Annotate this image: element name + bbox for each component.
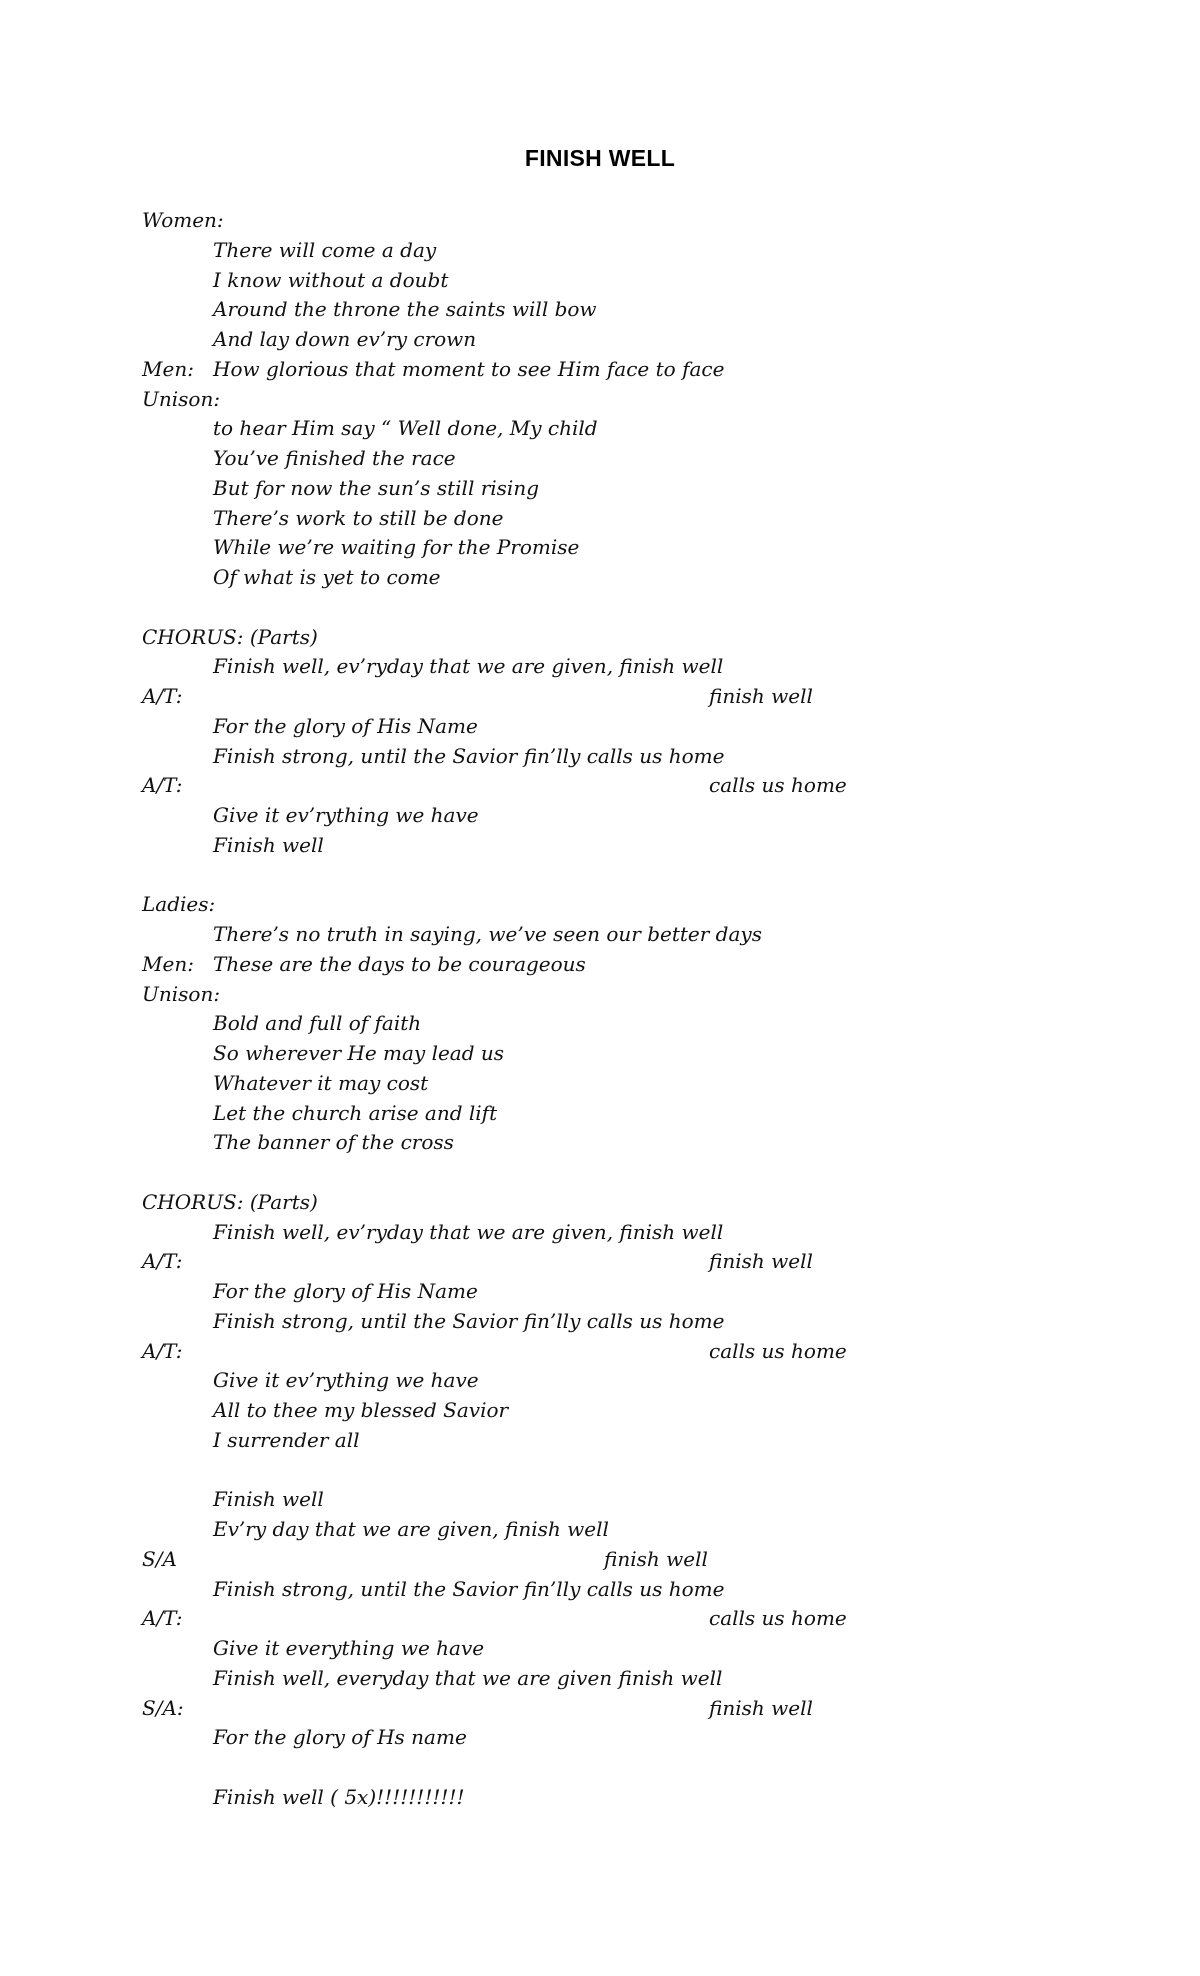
lyric-line [0, 1128, 1200, 1158]
lyric-text: Give it ev’rything we have [213, 1368, 479, 1393]
lyric-text: Let the church arise and lift [213, 1100, 498, 1125]
lyric-line [0, 414, 1200, 444]
lyric-line [0, 831, 1200, 861]
part-label: A/T: [142, 1249, 183, 1274]
lyric-line [0, 920, 1200, 950]
harmony-echo: finish well [709, 1695, 813, 1720]
lyric-text: The banner of the cross [213, 1130, 454, 1155]
lyric-line [0, 444, 1200, 474]
lyric-line [0, 1337, 1200, 1367]
lyric-text: Finish well, everyday that we are given finish well [213, 1665, 723, 1690]
lyric-text: All to thee my blessed Savior [213, 1398, 509, 1422]
lyric-line [0, 980, 1200, 1010]
lyric-line [0, 206, 1200, 236]
lyric-text: But for now the sun’s still rising [213, 475, 539, 500]
lyric-text: These are the days to be courageous [213, 951, 586, 976]
lyric-text: Of what is yet to come [213, 565, 441, 589]
lyric-line [0, 1366, 1200, 1396]
lyric-line [0, 1753, 1200, 1783]
part-label: S/A: [142, 1695, 184, 1720]
lyric-line [0, 593, 1200, 623]
part-label: A/T: [142, 1338, 183, 1363]
lyric-line [0, 1575, 1200, 1605]
part-label: Men: [142, 356, 194, 381]
harmony-echo: finish well [604, 1546, 708, 1571]
part-label: Men: [142, 951, 194, 976]
part-label: Unison: [142, 981, 221, 1006]
harmony-echo: calls us home [709, 1338, 847, 1363]
lyric-line [0, 861, 1200, 891]
lyric-text: And lay down ev’ry crown [213, 327, 477, 351]
song-title: FINISH WELL [524, 145, 676, 171]
lyric-text: Around the throne the saints will bow [213, 297, 597, 322]
lyric-line [0, 533, 1200, 563]
lyric-line [0, 1218, 1200, 1248]
lyric-line [0, 1247, 1200, 1277]
part-label: Unison: [142, 386, 221, 411]
lyric-text: Finish well [213, 1487, 324, 1512]
part-label: A/T: [142, 1606, 183, 1631]
part-label: A/T: [142, 773, 183, 798]
lyric-line [0, 1307, 1200, 1337]
part-label: CHORUS: (Parts) [142, 624, 318, 649]
lyric-line [0, 1426, 1200, 1456]
lyric-text: Finish well [213, 832, 324, 857]
lyric-text: Finish well, ev’ryday that we are given, finish well [213, 654, 724, 679]
lyric-line [0, 1515, 1200, 1545]
lyric-text: For the glory of His Name [213, 1279, 478, 1303]
lyric-line [0, 474, 1200, 504]
lyric-line [0, 1694, 1200, 1724]
lyric-line [0, 1604, 1200, 1634]
lyric-text: There’s no truth in saying, we’ve seen our better days [213, 922, 762, 946]
lyric-text: Give it ev’rything we have [213, 803, 479, 827]
lyric-line [0, 1277, 1200, 1307]
part-label: CHORUS: (Parts) [142, 1189, 318, 1214]
lyric-text: Bold and full of faith [213, 1011, 422, 1036]
lyric-line [0, 1009, 1200, 1039]
lyric-text: to hear Him say “ Well done, My child [213, 416, 598, 441]
lyric-text: There’s work to still be done [213, 505, 504, 530]
lyric-text: I know without a doubt [213, 267, 449, 292]
lyric-line [0, 266, 1200, 296]
lyric-line [0, 1723, 1200, 1753]
lyric-line [0, 1485, 1200, 1515]
lyric-line [0, 1039, 1200, 1069]
lyric-text: Give it everything we have [213, 1636, 485, 1660]
lyric-text: Finish strong, until the Savior fin’lly calls us home [213, 1576, 725, 1601]
lyric-line [0, 742, 1200, 772]
lyric-line [0, 355, 1200, 385]
lyric-line [0, 295, 1200, 325]
lyric-text: For the glory of Hs name [213, 1725, 467, 1750]
harmony-echo: calls us home [709, 773, 847, 798]
lyric-line [0, 1188, 1200, 1218]
harmony-echo: finish well [709, 684, 813, 708]
lyric-line [0, 504, 1200, 534]
lyric-line [0, 1634, 1200, 1664]
lyric-text: You’ve finished the race [213, 446, 456, 470]
lyric-line [0, 623, 1200, 653]
lyric-line [0, 1783, 1200, 1813]
harmony-echo: calls us home [709, 1606, 847, 1631]
lyric-line [0, 1664, 1200, 1694]
harmony-echo: finish well [709, 1249, 813, 1274]
lyric-text: I surrender all [213, 1427, 360, 1452]
lyric-text: Finish strong, until the Savior fin’lly calls us home [213, 1308, 725, 1333]
lyric-text: Ev’ry day that we are given, finish well [213, 1517, 609, 1541]
lyric-text: Finish strong, until the Savior fin’lly calls us home [213, 743, 725, 768]
lyric-line [0, 1545, 1200, 1575]
lyric-line [0, 325, 1200, 355]
lyric-line [0, 563, 1200, 593]
lyric-line [0, 712, 1200, 742]
lyric-line [0, 890, 1200, 920]
lyrics-body [0, 206, 1200, 1813]
lyric-text: Whatever it may cost [213, 1070, 429, 1095]
lyric-line [0, 950, 1200, 980]
lyric-text: How glorious that moment to see Him face to face [213, 356, 725, 381]
lyric-line [0, 682, 1200, 712]
lyric-line [0, 771, 1200, 801]
part-label: Women: [142, 208, 224, 232]
lyric-line [0, 801, 1200, 831]
lyric-text: So wherever He may lead us [213, 1041, 505, 1065]
lyric-text: For the glory of His Name [213, 713, 478, 738]
lyric-line [0, 1099, 1200, 1129]
lyric-line [0, 1069, 1200, 1099]
lyric-line [0, 236, 1200, 266]
lyric-text: Finish well ( 5x)!!!!!!!!!!! [213, 1784, 465, 1809]
part-label: A/T: [142, 684, 183, 708]
lyric-line [0, 1396, 1200, 1426]
lyric-text: There will come a day [213, 237, 437, 262]
lyric-text: While we’re waiting for the Promise [213, 535, 580, 560]
lyric-line [0, 1158, 1200, 1188]
part-label: Ladies: [142, 892, 216, 917]
lyric-line [0, 652, 1200, 682]
lyric-text: Finish well, ev’ryday that we are given, finish well [213, 1219, 724, 1244]
lyric-line [0, 385, 1200, 415]
part-label: S/A [142, 1546, 177, 1571]
lyric-line [0, 1456, 1200, 1486]
